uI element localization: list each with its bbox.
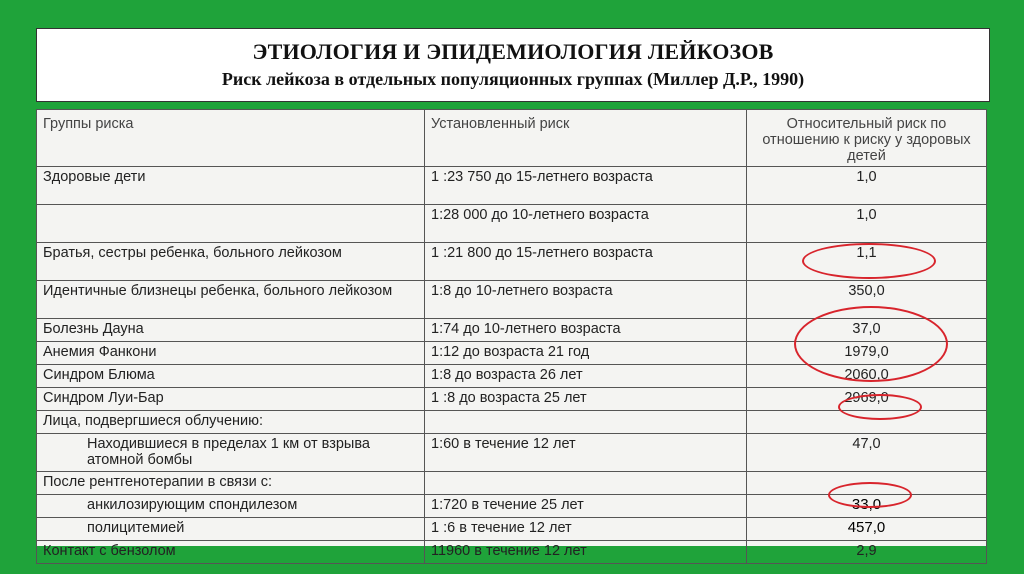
relative-cell: 350,0 <box>747 281 987 319</box>
table-row <box>37 342 987 365</box>
table-row <box>37 518 987 541</box>
table-header-row <box>37 110 987 167</box>
relative-cell: 1,0 <box>747 167 987 205</box>
column-header-groups: Группы риска <box>37 110 425 167</box>
slide-title: ЭТИОЛОГИЯ И ЭПИДЕМИОЛОГИЯ ЛЕЙКОЗОВ <box>252 39 774 64</box>
table-row <box>37 319 987 342</box>
title-banner <box>36 28 990 102</box>
column-header-relative: Относительный риск по отношению к риску у здоровых детей <box>747 110 987 167</box>
risk-cell <box>425 411 747 434</box>
table-row <box>37 388 987 411</box>
risk-cell: 1:8 до 10-летнего возраста <box>425 281 747 319</box>
column-header-risk: Установленный риск <box>425 110 747 167</box>
table-row <box>37 434 987 472</box>
risk-cell: 1:60 в течение 12 лет <box>425 434 747 472</box>
table-row <box>37 472 987 495</box>
relative-cell: 1979,0 <box>747 342 987 365</box>
relative-cell: 2969,0 <box>747 388 987 411</box>
table-row <box>37 281 987 319</box>
risk-cell: 1 :21 800 до 15-летнего возраста <box>425 243 747 281</box>
relative-cell <box>747 472 987 495</box>
table-row <box>37 495 987 518</box>
risk-cell: 1 :6 в течение 12 лет <box>425 518 747 541</box>
group-cell: Находившиеся в пределах 1 км от взрыва атомной бомбы <box>37 434 425 472</box>
relative-cell: 1,0 <box>747 205 987 243</box>
relative-cell: 37,0 <box>747 319 987 342</box>
group-cell <box>37 205 425 243</box>
table-row <box>37 243 987 281</box>
table-row <box>37 541 987 564</box>
group-cell: Лица, подвергшиеся облучению: <box>37 411 425 434</box>
relative-cell: 457,0 <box>747 518 987 541</box>
group-cell: Анемия Фанкони <box>37 342 425 365</box>
group-cell: Синдром Блюма <box>37 365 425 388</box>
risk-cell: 1:720 в течение 25 лет <box>425 495 747 518</box>
relative-cell: 33,0 <box>747 495 987 518</box>
risk-table <box>36 109 987 564</box>
risk-cell: 1:8 до возраста 26 лет <box>425 365 747 388</box>
group-cell: После рентгенотерапии в связи с: <box>37 472 425 495</box>
table-row <box>37 205 987 243</box>
group-cell: Идентичные близнецы ребенка, больного лейкозом <box>37 281 425 319</box>
relative-cell: 2060,0 <box>747 365 987 388</box>
group-cell: полицитемией <box>37 518 425 541</box>
group-cell: Братья, сестры ребенка, больного лейкозом <box>37 243 425 281</box>
relative-cell <box>747 411 987 434</box>
risk-cell: 1 :8 до возраста 25 лет <box>425 388 747 411</box>
risk-table-container <box>36 109 986 559</box>
risk-cell <box>425 472 747 495</box>
table-row <box>37 365 987 388</box>
risk-cell: 11960 в течение 12 лет <box>425 541 747 564</box>
risk-cell: 1:74 до 10-летнего возраста <box>425 319 747 342</box>
group-cell: Здоровые дети <box>37 167 425 205</box>
risk-cell: 1 :23 750 до 15-летнего возраста <box>425 167 747 205</box>
group-cell: анкилозирующим спондилезом <box>37 495 425 518</box>
relative-cell: 1,1 <box>747 243 987 281</box>
risk-cell: 1:28 000 до 10-летнего возраста <box>425 205 747 243</box>
relative-cell: 47,0 <box>747 434 987 472</box>
table-row <box>37 167 987 205</box>
group-cell: Болезнь Дауна <box>37 319 425 342</box>
table-row <box>37 411 987 434</box>
relative-cell: 2,9 <box>747 541 987 564</box>
risk-cell: 1:12 до возраста 21 год <box>425 342 747 365</box>
group-cell: Контакт с бензолом <box>37 541 425 564</box>
slide-subtitle: Риск лейкоза в отдельных популяционных группах (Миллер Д.Р., 1990) <box>221 69 805 89</box>
group-cell: Синдром Луи-Бар <box>37 388 425 411</box>
